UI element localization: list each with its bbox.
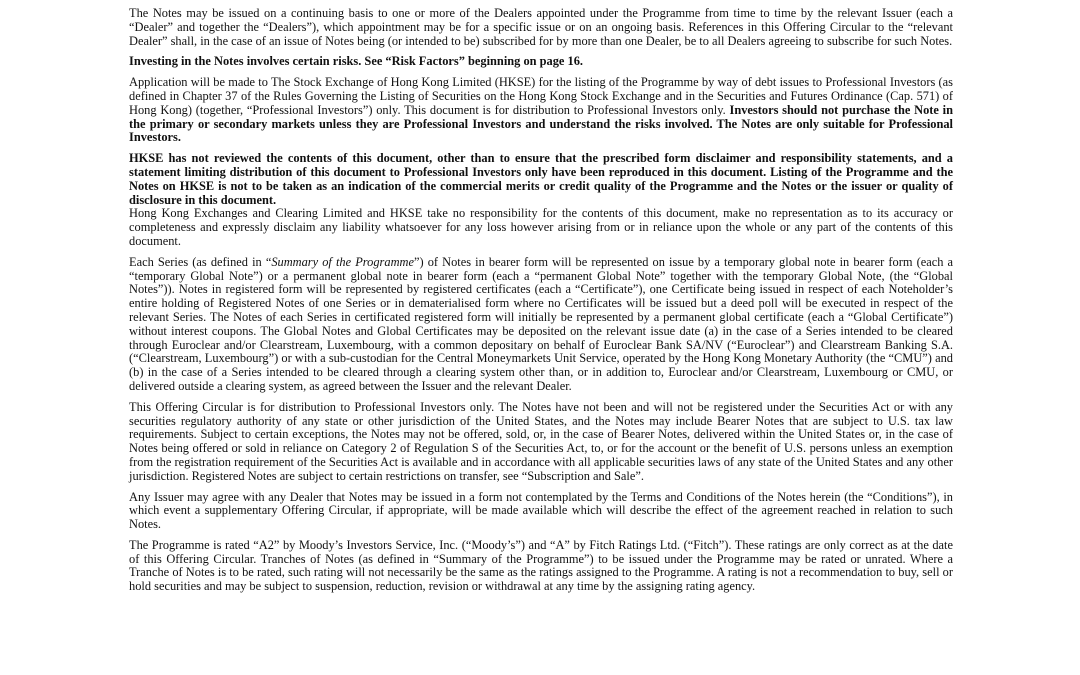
document-paragraph xyxy=(129,207,953,248)
document-paragraph xyxy=(129,491,953,532)
body-text: Hong Kong Exchanges and Clearing Limited and HKSE take no responsibility for the contents of this document, make no representation as to its accuracy or completeness and expressly disclaim any liability whatsoever for any loss however arising from or in reliance upon the whole or any part of the contents of this document. xyxy=(129,206,953,248)
italic-text: Summary of the Programme xyxy=(271,254,414,269)
document-paragraph xyxy=(129,76,953,145)
bold-text: Investors should not purchase the Note in the primary or secondary markets unless they are Professional Investors and understand the risks involved. The Notes are only suitable for Professional Investors. xyxy=(129,102,954,145)
document-paragraph xyxy=(129,401,953,484)
body-text: The Notes may be issued on a continuing basis to one or more of the Dealers appointed under the Programme from time to time by the relevant Issuer (each a “Dealer” and together the “Dealers”), which appointment may be for a specific issue or on an ongoing basis. References in this Offering Circular to the “relevant Dealer” shall, in the case of an issue of Notes being (or intended to be) subscribed for by more than one Dealer, be to all Dealers agreeing to subscribe for such Notes. xyxy=(129,6,953,48)
body-text: This Offering Circular is for distribution to Professional Investors only. The Notes have not been and will not be registered under the Securities Act or with any securities regulatory authority of any state or other jurisdiction of the United States, and the Notes may include Bearer Notes that are subject to U.S. tax law requirements. Subject to certain exceptions, the Notes may not be offered, sold, or, in the case of Bearer Notes, delivered within the United States or, in the case of Notes being offered or sold in reliance on Category 2 of Regulation S of the Securities Act, to, or for the account or the benefit of U.S. persons unless an exemption from the registration requirement of the Securities Act is available and in accordance with all applicable securities laws of any state of the United States and any other jurisdiction. Registered Notes are subject to certain restrictions on transfer, see “Subscription and Sale”. xyxy=(129,399,953,483)
document-paragraph xyxy=(129,256,953,394)
document-page xyxy=(129,7,953,601)
document-paragraph xyxy=(129,7,953,48)
body-text: ”) of Notes in bearer form will be represented on issue by a temporary global note in bearer form (each a “temporary Global Note”) or a permanent global note in bearer form (each a “permanent Global Note” together with the temporary Global Note, (the “Global Notes”)). Notes in registered form will be represented by registered certificates (each a “Certificate”), one Certificate being issued in respect of each Noteholder’s entire holding of Registered Notes of one Series or in dematerialised form where no Certificates will be issued but a deed poll will be executed in respect of the relevant Series. The Notes of each Series in certificated registered form will initially be represented by a permanent global certificate (each a “Global Certificate”) without interest coupons. The Global Notes and Global Certificates may be deposited on the relevant issue date (a) in the case of a Series intended to be cleared through Euroclear and/or Clearstream, Luxembourg, with a common depositary on behalf of Euroclear Bank SA/NV (“Euroclear”) and Clearstream Banking S.A. (“Clearstream, Luxembourg”) or with a sub-custodian for the Central Moneymarkets Unit Service, operated by the Hong Kong Monetary Authority (the “CMU”) and (b) in the case of a Series intended to be cleared through a clearing system other than, or in addition to, Euroclear and/or Clearstream, Luxembourg or CMU, or delivered outside a clearing system, as agreed between the Issuer and the relevant Dealer. xyxy=(129,254,953,393)
body-text: Application will be made to The Stock Exchange of Hong Kong Limited (HKSE) for the listing of the Programme by way of debt issues to Professional Investors (as defined in Chapter 37 of the Rules Governing the Listing of Securities on the Hong Kong Stock Exchange and in the Securities and Futures Ordinance (Cap. 571) of Hong Kong) (together, “Professional Investors”) only. This document is for distribution to Professional Investors only. xyxy=(129,75,953,117)
bold-text: Investing in the Notes involves certain risks. See “Risk Factors” beginning on page 16. xyxy=(129,54,583,69)
document-paragraph xyxy=(129,55,953,69)
document-paragraph xyxy=(129,539,953,594)
bold-text: HKSE has not reviewed the contents of this document, other than to ensure that the prescribed form disclaimer and responsibility statements, and a statement limiting distribution of this document to Professional Investors only have been reproduced in this document. Listing of the Programme and the Notes on HKSE is not to be taken as an indication of the commercial merits or credit quality of the Programme and the Notes or the issuer or quality of disclosure in this document. xyxy=(129,151,953,207)
body-text: Each Series (as defined in “ xyxy=(129,254,272,269)
document-paragraph xyxy=(129,152,953,207)
body-text: Any Issuer may agree with any Dealer that Notes may be issued in a form not contemplated by the Terms and Conditions of the Notes herein (the “Conditions”), in which event a supplementary Offering Circular, if appropriate, will be made available which will describe the effect of the agreement reached in relation to such Notes. xyxy=(129,489,953,532)
body-text: The Programme is rated “A2” by Moody’s Investors Service, Inc. (“Moody’s”) and “A” by Fitch Ratings Ltd. (“Fitch”). These ratings are only correct as at the date of this Offering Circular. Tranches of Notes (as defined in “Summary of the Programme”) to be issued under the Programme may be rated or unrated. Where a Tranche of Notes is to be rated, such rating will not necessarily be the same as the ratings assigned to the Programme. A rating is not a recommendation to buy, sell or hold securities and may be subject to suspension, reduction, revision or withdrawal at any time by the assigning rating agency. xyxy=(129,537,953,594)
